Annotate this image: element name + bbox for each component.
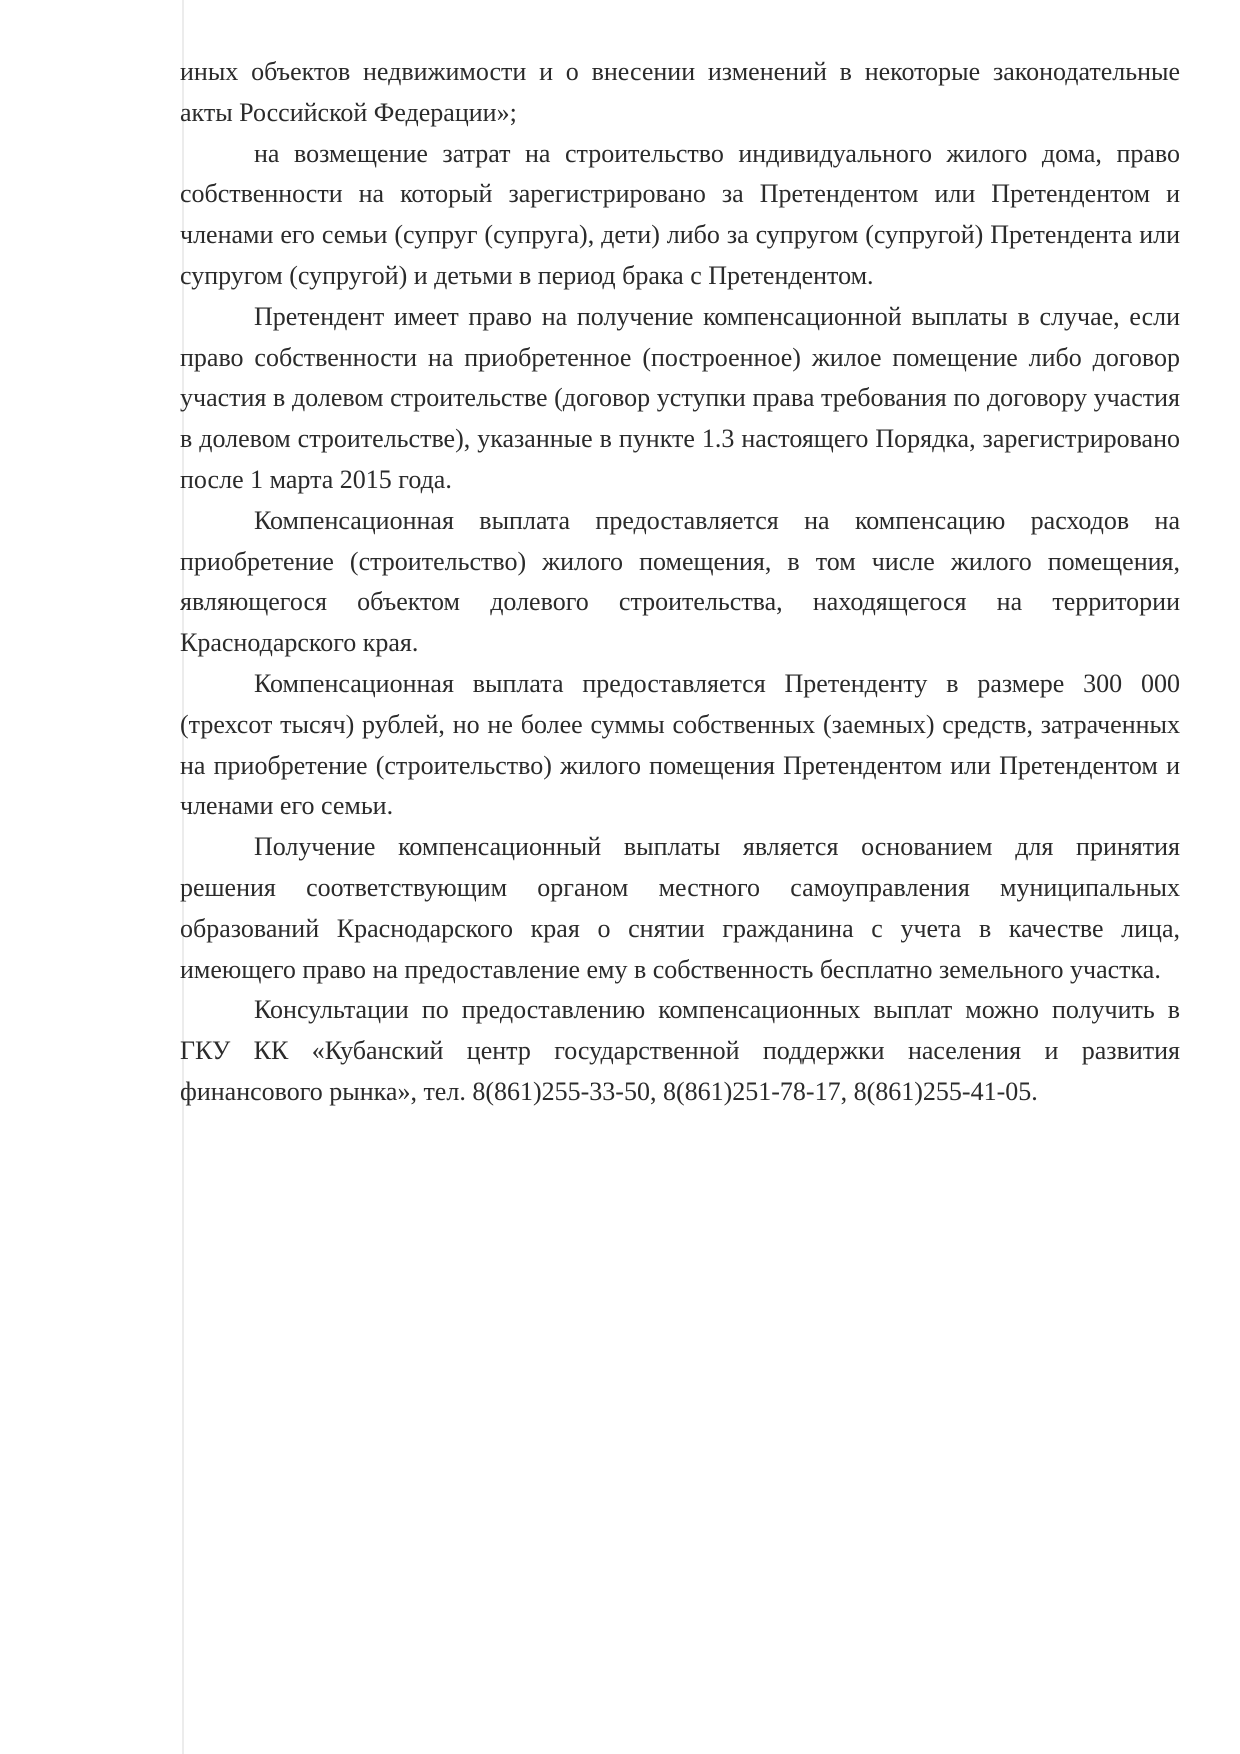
paragraph-continuation: иных объектов недвижимости и о внесении изменений в некоторые законодательные акты Российской Федерации»;: [180, 57, 1180, 127]
paragraph-payment-purpose: Компенсационная выплата предоставляется на компенсацию расходов на приобретение (строительство) жилого помещения, в том числе жилого помещения, являющегося объектом долевого строительства, находящегося на территории Краснодарского края.: [180, 505, 1180, 658]
paragraph-house-construction: на возмещение затрат на строительство индивидуального жилого дома, право собственности на который зарегистрировано за Претендентом или Претендентом и членами его семьи (супруг (супруга), дети) либо за супругом (супругой) Претендента или супругом (супругой) и детьми в период брака с Претендентом.: [180, 138, 1180, 290]
paragraph-payment-amount: Компенсационная выплата предоставляется Претенденту в размере 300 000 (трехсот тысяч) рублей, но не более суммы собственных (заемных) средств, затраченных на приобретение (строительство) жилого помещения Претендентом или Претендентом и членами его семьи.: [180, 668, 1180, 821]
document-body: [180, 52, 1180, 1113]
paragraph-right-to-payment: Претендент имеет право на получение компенсационной выплаты в случае, если право собственности на приобретенное (построенное) жилое помещение либо договор участия в долевом строительстве (договор уступки права требования по договору участия в долевом строительстве), указанные в пункте 1.3 настоящего Порядка, зарегистрировано после 1 марта 2015 года.: [180, 301, 1180, 494]
paragraph-consultations: Консультации по предоставлению компенсационных выплат можно получить в ГКУ КК «Кубанский центр государственной поддержки населения и развития финансового рынка», тел. 8(861)255-33-50, 8(861)251-78-17, 8(861)255-41-05.: [180, 995, 1180, 1106]
paragraph-removal-from-register: Получение компенсационный выплаты является основанием для принятия решения соответствующим органом местного самоуправления муниципальных образований Краснодарского края о снятии гражданина с учета в качестве лица, имеющего право на предоставление ему в собственность бесплатно земельного участка.: [180, 832, 1180, 984]
